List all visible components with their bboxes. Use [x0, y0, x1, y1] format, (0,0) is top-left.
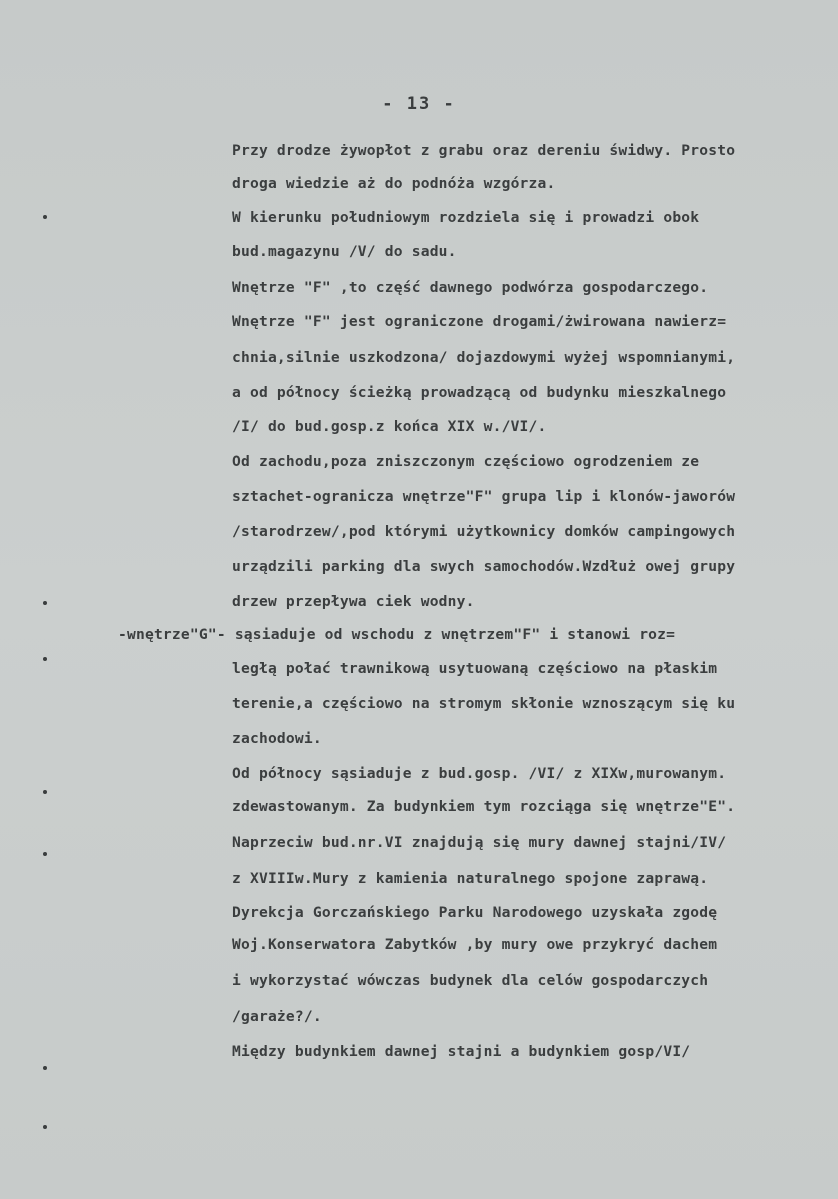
text-line-24: Woj.Konserwatora Zabytków ,by mury owe przykryć dachem — [232, 936, 718, 953]
text-line-4: bud.magazynu /V/ do sadu. — [232, 243, 457, 260]
margin-dot — [43, 852, 47, 856]
text-line-7: chnia,silnie uszkodzona/ dojazdowymi wyżej wspomnianymi, — [232, 349, 736, 366]
text-line-16: ległą połać trawnikową usytuowaną częściowo na płaskim — [232, 660, 718, 677]
text-line-9: /I/ do bud.gosp.z końca XIX w./VI/. — [232, 418, 547, 435]
margin-dot — [43, 215, 47, 219]
text-line-15: -wnętrze"G"- sąsiaduje od wschodu z wnętrzem"F" i stanowi roz= — [118, 626, 676, 643]
text-line-13: urządzili parking dla swych samochodów.Wzdłuż owej grupy — [232, 558, 736, 575]
text-line-3: W kierunku południowym rozdziela się i prowadzi obok — [232, 209, 700, 226]
text-line-22: z XVIIIw.Mury z kamienia naturalnego spojone zaprawą. — [232, 870, 709, 887]
text-line-27: Między budynkiem dawnej stajni a budynkiem gosp/VI/ — [232, 1043, 691, 1060]
text-line-8: a od północy ścieżką prowadzącą od budynku mieszkalnego — [232, 384, 727, 401]
margin-dot — [43, 790, 47, 794]
text-line-19: Od północy sąsiaduje z bud.gosp. /VI/ z XIXw,murowanym. — [232, 765, 727, 782]
text-line-18: zachodowi. — [232, 730, 322, 747]
text-line-23: Dyrekcja Gorczańskiego Parku Narodowego uzyskała zgodę — [232, 904, 718, 921]
text-line-21: Naprzeciw bud.nr.VI znajdują się mury dawnej stajni/IV/ — [232, 834, 727, 851]
text-line-26: /garaże?/. — [232, 1008, 322, 1025]
text-line-5: Wnętrze "F" ,to część dawnego podwórza gospodarczego. — [232, 279, 709, 296]
text-line-25: i wykorzystać wówczas budynek dla celów gospodarczych — [232, 972, 709, 989]
text-line-10: Od zachodu,poza zniszczonym częściowo ogrodzeniem ze — [232, 453, 700, 470]
text-line-14: drzew przepływa ciek wodny. — [232, 593, 475, 610]
text-line-11: sztachet-ogranicza wnętrze"F" grupa lip i klonów-jaworów — [232, 488, 736, 505]
text-line-6: Wnętrze "F" jest ograniczone drogami/żwirowana nawierz= — [232, 313, 727, 330]
text-line-2: droga wiedzie aż do podnóża wzgórza. — [232, 175, 556, 192]
text-line-17: terenie,a częściowo na stromym skłonie wznoszącym się ku — [232, 695, 736, 712]
text-line-12: /starodrzew/,pod którymi użytkownicy domków campingowych — [232, 523, 736, 540]
margin-dot — [43, 1066, 47, 1070]
margin-dot — [43, 657, 47, 661]
margin-dot — [43, 1125, 47, 1129]
text-line-20: zdewastowanym. Za budynkiem tym rozciąga się wnętrze"E". — [232, 798, 736, 815]
page-number: - 13 - — [382, 94, 456, 114]
margin-dot — [43, 601, 47, 605]
text-line-1: Przy drodze żywopłot z grabu oraz dereniu świdwy. Prosto — [232, 142, 736, 159]
